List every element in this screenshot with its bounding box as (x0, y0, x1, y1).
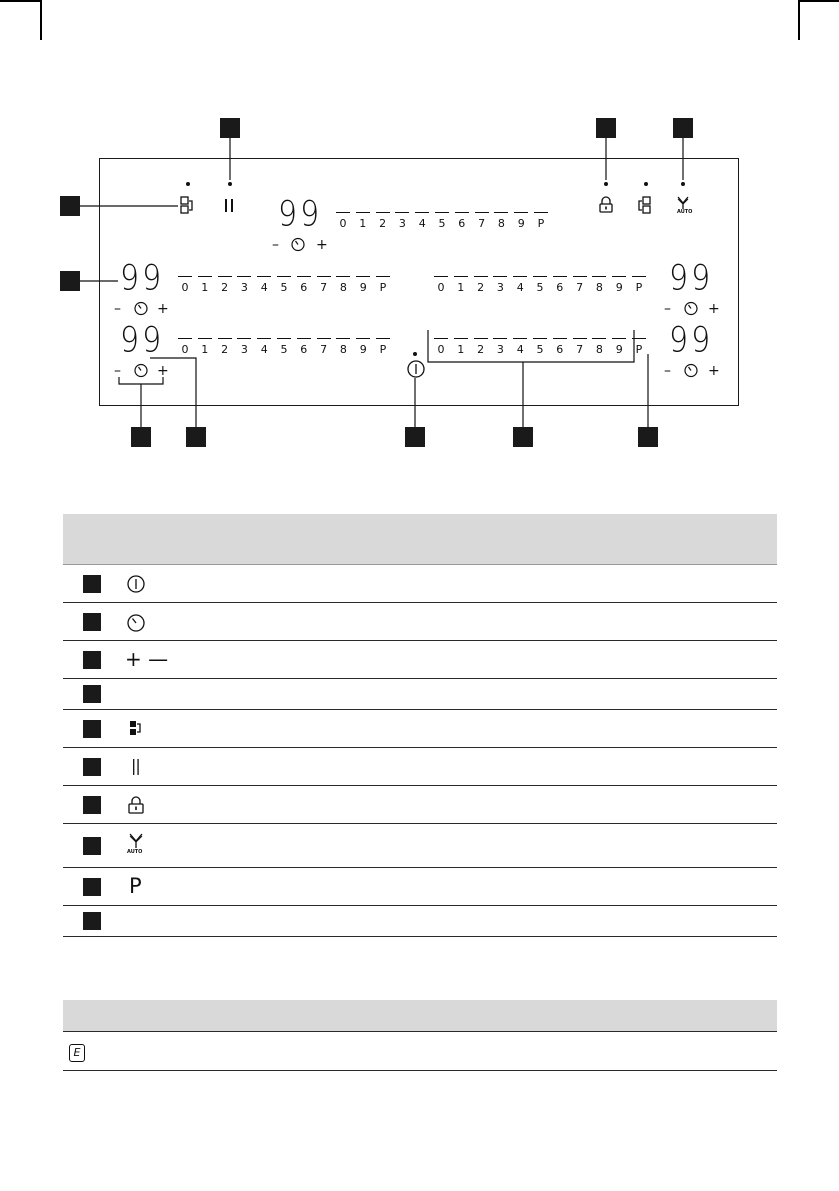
timer-icon[interactable] (683, 362, 699, 378)
right-front-timer-plus[interactable]: + (708, 301, 720, 317)
left-rear-power-scale[interactable] (178, 338, 408, 368)
right-rear-timer-minus[interactable]: – (664, 363, 671, 379)
power-level-segment[interactable] (297, 276, 311, 277)
power-level-label: 3 (496, 281, 504, 294)
power-level-label: 1 (201, 343, 209, 356)
power-level-label: 5 (536, 281, 544, 294)
table-row (63, 868, 777, 906)
timer-icon[interactable] (683, 300, 699, 316)
table-header (63, 514, 777, 565)
power-level-segment[interactable] (533, 276, 547, 277)
power-level-label: 0 (437, 343, 445, 356)
power-level-label: 0 (339, 217, 347, 230)
lock-icon (127, 795, 145, 815)
right-front-power-scale[interactable] (434, 276, 664, 306)
power-level-label: 4 (260, 343, 268, 356)
power-level-label: 2 (221, 343, 229, 356)
table-row (63, 748, 777, 786)
table-row (63, 824, 777, 868)
power-level-label: 5 (438, 217, 446, 230)
power-level-segment[interactable] (376, 338, 390, 339)
power-level-label: 5 (280, 281, 288, 294)
power-level-label: 6 (458, 217, 466, 230)
power-level-label: 1 (457, 343, 465, 356)
row-marker (83, 758, 101, 776)
power-level-segment[interactable] (455, 212, 469, 213)
table-row (63, 906, 777, 937)
top-timer-minus[interactable]: – (272, 237, 279, 253)
bridge-icon[interactable] (180, 196, 194, 216)
hood-auto-label: AUTO (677, 209, 693, 215)
power-level-label: 3 (496, 343, 504, 356)
row-marker (83, 613, 101, 631)
power-level-label: 9 (359, 281, 367, 294)
timer-icon[interactable] (133, 300, 149, 316)
left-rear-zone-display: 99 (120, 320, 165, 361)
right-front-zone-display: 99 (669, 258, 714, 299)
power-level-label: 7 (576, 281, 584, 294)
right-rear-zone-display: 99 (669, 320, 714, 361)
power-level-segment[interactable] (612, 338, 626, 339)
power-level-label: 0 (181, 281, 189, 294)
right-rear-timer-plus[interactable]: + (708, 363, 720, 379)
row-marker (83, 878, 101, 896)
table-row (63, 565, 777, 603)
power-level-label: 4 (418, 217, 426, 230)
right-front-timer-minus[interactable]: – (664, 301, 671, 317)
timer-icon (126, 612, 146, 632)
power-level-label: 0 (437, 281, 445, 294)
power-level-label: 5 (280, 343, 288, 356)
power-level-segment[interactable] (514, 212, 528, 213)
power-level-label: 7 (320, 343, 328, 356)
power-level-segment[interactable] (533, 338, 547, 339)
power-level-segment[interactable] (513, 276, 527, 277)
row-marker (83, 685, 101, 703)
power-level-segment[interactable] (454, 338, 468, 339)
power-level-segment[interactable] (573, 276, 587, 277)
power-level-segment[interactable] (415, 212, 429, 213)
power-level-label: 7 (320, 281, 328, 294)
lock-indicator (604, 182, 608, 186)
power-level-segment[interactable] (277, 276, 291, 277)
power-level-segment[interactable] (317, 338, 331, 339)
power-level-segment[interactable] (592, 276, 606, 277)
power-level-label: 6 (300, 281, 308, 294)
power-level-label: 1 (201, 281, 209, 294)
power-level-segment[interactable] (475, 212, 489, 213)
power-level-label: 3 (240, 343, 248, 356)
power-level-label: 9 (615, 281, 623, 294)
pause-icon: || (131, 756, 140, 775)
power-level-segment[interactable] (257, 338, 271, 339)
bridge-right-indicator (644, 182, 648, 186)
power-level-segment[interactable] (632, 338, 646, 339)
power-level-segment[interactable] (474, 276, 488, 277)
power-level-segment[interactable] (454, 276, 468, 277)
power-level-label: 8 (595, 343, 603, 356)
row-marker (83, 720, 101, 738)
table-row (63, 603, 777, 641)
power-level-label: P (635, 281, 643, 294)
power-level-segment[interactable] (336, 212, 350, 213)
power-level-label: P (379, 343, 387, 356)
power-level-segment[interactable] (632, 276, 646, 277)
power-level-segment[interactable] (336, 338, 350, 339)
power-icon (126, 574, 146, 594)
pause-icon[interactable] (223, 198, 237, 214)
row-marker (83, 575, 101, 593)
bridge-indicator (186, 182, 190, 186)
hood-auto-label: AUTO (127, 849, 143, 855)
power-level-label: P (379, 281, 387, 294)
timer-icon[interactable] (133, 362, 149, 378)
top-zone-power-scale[interactable] (336, 212, 566, 242)
hood-auto-icon[interactable] (675, 196, 691, 210)
hood-auto-icon (127, 833, 145, 849)
power-level-label: 1 (359, 217, 367, 230)
table-row (63, 710, 777, 748)
power-level-label: 3 (240, 281, 248, 294)
power-level-label: 5 (536, 343, 544, 356)
left-rear-timer-minus[interactable]: – (114, 363, 121, 379)
function-table (63, 514, 777, 937)
power-level-label: 6 (556, 343, 564, 356)
power-level-label: P (537, 217, 545, 230)
power-level-segment[interactable] (513, 338, 527, 339)
display-table (63, 1000, 777, 1071)
power-level-segment[interactable] (612, 276, 626, 277)
power-level-segment[interactable] (297, 338, 311, 339)
power-level-segment[interactable] (356, 212, 370, 213)
table-row (63, 679, 777, 710)
power-level-segment[interactable] (218, 338, 232, 339)
power-level-label: 9 (359, 343, 367, 356)
power-level-segment[interactable] (218, 276, 232, 277)
power-level-segment[interactable] (395, 212, 409, 213)
power-level-segment[interactable] (493, 338, 507, 339)
top-zone-display: 99 (278, 194, 323, 235)
power-level-segment[interactable] (317, 276, 331, 277)
power-level-label: 3 (398, 217, 406, 230)
bridge-icon (129, 720, 143, 740)
power-icon[interactable] (406, 359, 426, 379)
power-level-label: 4 (260, 281, 268, 294)
power-level-segment[interactable] (178, 338, 192, 339)
power-level-segment[interactable] (434, 276, 448, 277)
table-header (63, 1000, 777, 1032)
power-level-segment[interactable] (277, 338, 291, 339)
power-level-segment[interactable] (534, 212, 548, 213)
power-level-segment[interactable] (198, 276, 212, 277)
left-front-timer-plus[interactable]: + (157, 301, 169, 317)
power-level-segment[interactable] (237, 338, 251, 339)
power-level-segment[interactable] (553, 338, 567, 339)
bridge-right-icon[interactable] (638, 196, 652, 216)
power-level-segment[interactable] (435, 212, 449, 213)
power-level-label: 4 (516, 343, 524, 356)
pause-indicator (228, 182, 232, 186)
table-row (63, 641, 777, 679)
power-level-label: 0 (181, 343, 189, 356)
left-front-zone-display: 99 (120, 258, 165, 299)
power-level-label: P (635, 343, 643, 356)
power-level-segment[interactable] (356, 276, 370, 277)
power-level-segment[interactable] (257, 276, 271, 277)
left-front-power-scale[interactable] (178, 276, 408, 306)
power-level-segment[interactable] (434, 338, 448, 339)
power-level-segment[interactable] (573, 338, 587, 339)
power-level-segment[interactable] (376, 276, 390, 277)
top-timer-plus[interactable]: + (316, 237, 328, 253)
power-level-label: 2 (477, 281, 485, 294)
table-row (63, 786, 777, 824)
power-level-label: 4 (516, 281, 524, 294)
power-level-segment[interactable] (474, 338, 488, 339)
row-marker (83, 912, 101, 930)
table-row (63, 1032, 777, 1071)
power-level-label: 2 (221, 281, 229, 294)
power-level-label: 1 (457, 281, 465, 294)
left-front-timer-minus[interactable]: – (114, 301, 121, 317)
power-level-segment[interactable] (356, 338, 370, 339)
row-marker (83, 837, 101, 855)
power-level-segment[interactable] (553, 276, 567, 277)
power-level-label: 8 (497, 217, 505, 230)
power-level-segment[interactable] (376, 212, 390, 213)
timer-icon[interactable] (290, 236, 306, 252)
power-level-label: 8 (339, 281, 347, 294)
power-level-label: 7 (576, 343, 584, 356)
power-level-label: 2 (379, 217, 387, 230)
power-boost-icon: P (129, 874, 142, 898)
error-symbol: E (69, 1044, 85, 1062)
power-level-label: 9 (517, 217, 525, 230)
power-level-label: 6 (300, 343, 308, 356)
power-level-segment[interactable] (198, 338, 212, 339)
hood-indicator (681, 182, 685, 186)
power-level-segment[interactable] (237, 276, 251, 277)
power-level-label: 8 (339, 343, 347, 356)
power-level-segment[interactable] (336, 276, 350, 277)
power-level-label: 2 (477, 343, 485, 356)
power-level-segment[interactable] (493, 276, 507, 277)
power-level-segment[interactable] (592, 338, 606, 339)
lock-icon[interactable] (598, 196, 614, 214)
left-rear-timer-plus[interactable]: + (157, 363, 169, 379)
plus-minus-icon: + — (125, 647, 169, 671)
power-level-label: 8 (595, 281, 603, 294)
power-level-label: 7 (478, 217, 486, 230)
power-level-label: 6 (556, 281, 564, 294)
power-level-segment[interactable] (494, 212, 508, 213)
row-marker (83, 651, 101, 669)
power-level-segment[interactable] (178, 276, 192, 277)
row-marker (83, 796, 101, 814)
power-indicator (413, 352, 417, 356)
power-level-label: 9 (615, 343, 623, 356)
right-rear-power-scale[interactable] (434, 338, 664, 368)
